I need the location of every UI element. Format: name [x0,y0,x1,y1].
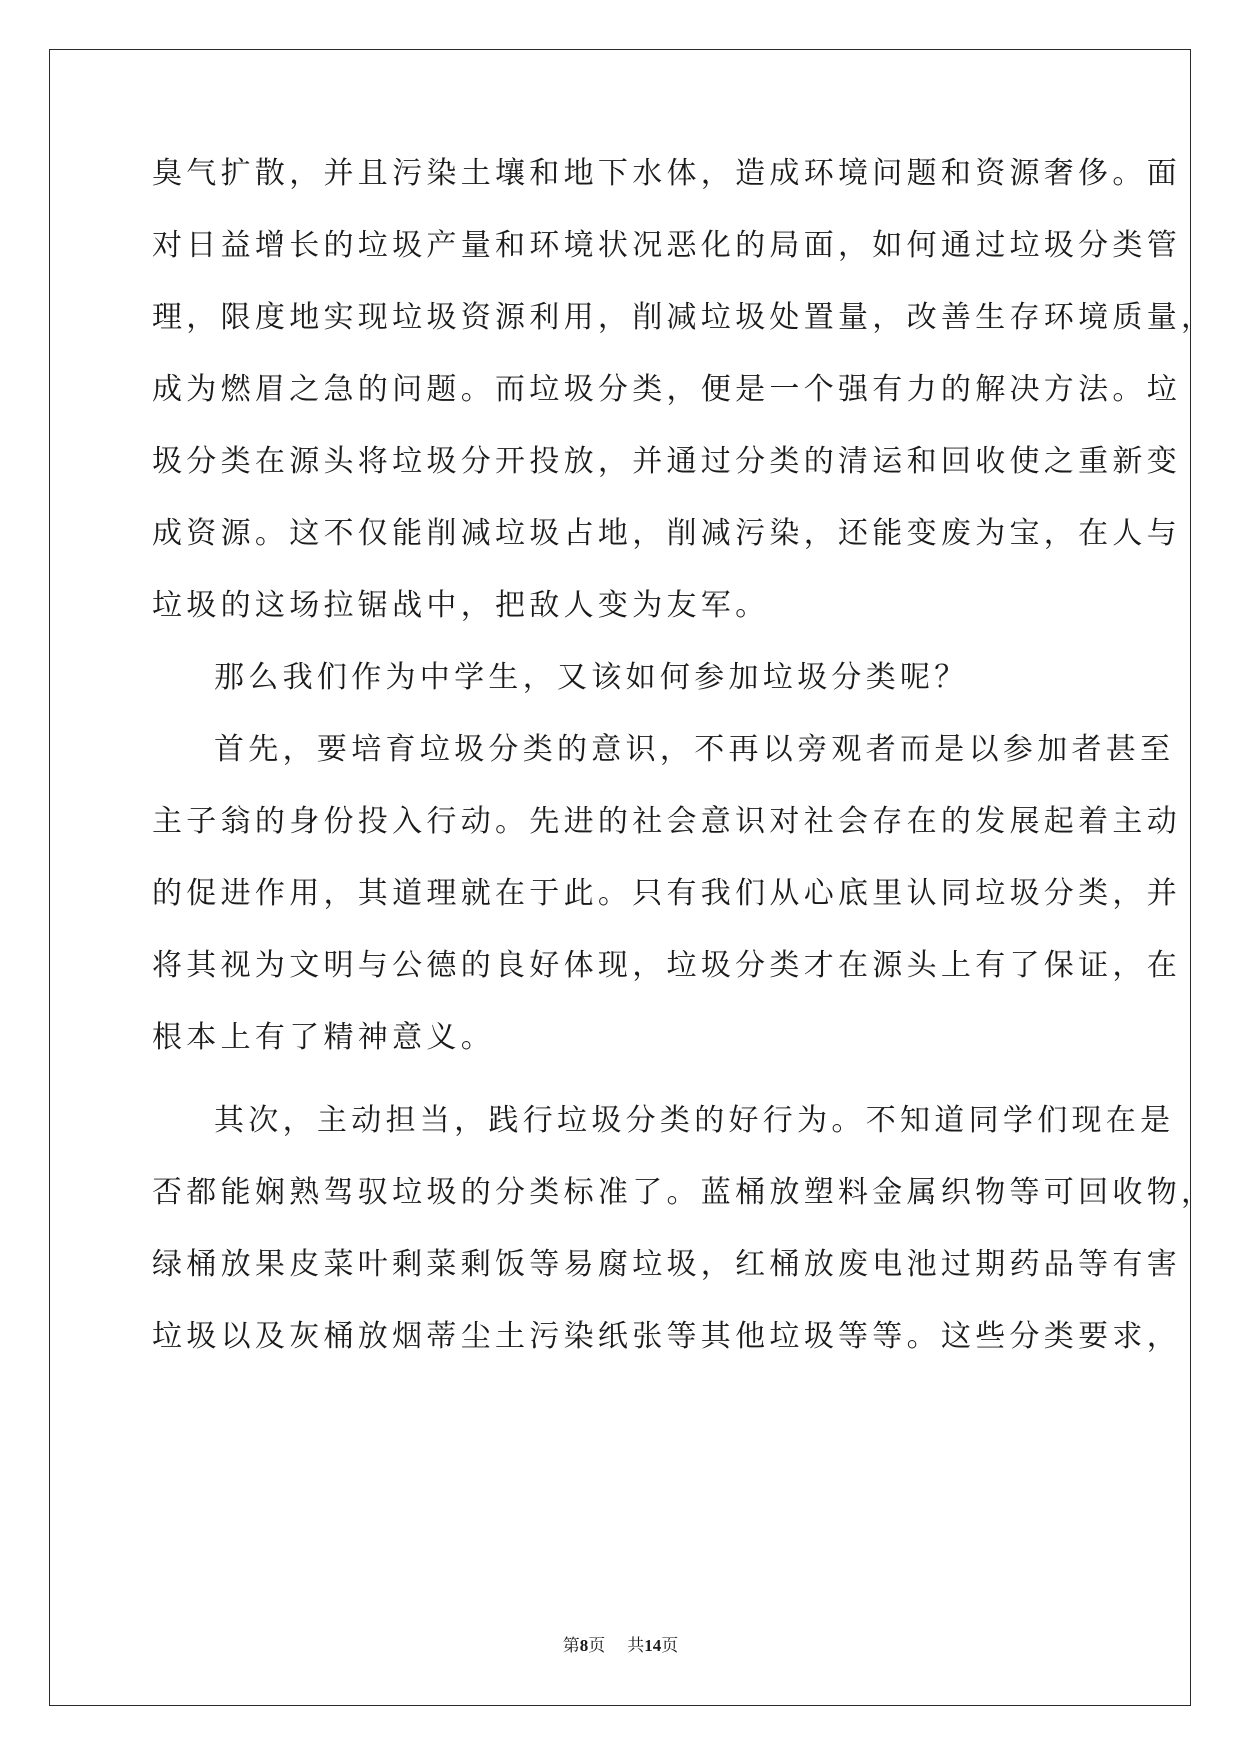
body-line-16: 绿桶放果皮菜叶剩菜剩饭等易腐垃圾，红桶放废电池过期药品等有害 [152,1247,1181,1282]
total-suffix: 页 [661,1636,679,1655]
body-line-14: 其次，主动担当，践行垃圾分类的好行为。不知道同学们现在是 [214,1103,1175,1138]
body-line-1: 臭气扩散，并且污染土壤和地下水体，造成环境问题和资源奢侈。面 [152,156,1181,191]
body-line-6: 成资源。这不仅能削减垃圾占地，削减污染，还能变废为宝，在人与 [152,516,1181,551]
body-line-8: 那么我们作为中学生，又该如何参加垃圾分类呢？ [214,660,969,695]
body-line-2: 对日益增长的垃圾产量和环境状况恶化的局面，如何通过垃圾分类管 [152,228,1181,263]
body-line-5: 圾分类在源头将垃圾分开投放，并通过分类的清运和回收使之重新变 [152,444,1181,479]
body-line-11: 的促进作用，其道理就在于此。只有我们从心底里认同垃圾分类，并 [152,876,1181,911]
body-line-4: 成为燃眉之急的问题。而垃圾分类，便是一个强有力的解决方法。垃 [152,372,1181,407]
body-line-15: 否都能娴熟驾驭垃圾的分类标准了。蓝桶放塑料金属织物等可回收物， [152,1175,1216,1210]
page-prefix: 第 [562,1636,580,1655]
page-footer [0,1631,1241,1656]
body-line-10: 主子翁的身份投入行动。先进的社会意识对社会存在的发展起着主动 [152,804,1181,839]
body-line-17: 垃圾以及灰桶放烟蒂尘土污染纸张等其他垃圾等等。这些分类要求， [152,1319,1181,1354]
total-prefix: 共 [627,1636,645,1655]
body-line-13: 根本上有了精神意义。 [152,1020,495,1055]
page-number: 8 [579,1636,589,1655]
body-line-9: 首先，要培育垃圾分类的意识，不再以旁观者而是以参加者甚至 [214,732,1175,767]
page-suffix: 页 [588,1636,606,1655]
total-pages: 14 [644,1636,662,1655]
body-line-7: 垃圾的这场拉锯战中，把敌人变为友军。 [152,588,770,623]
body-line-3: 理，限度地实现垃圾资源利用，削减垃圾处置量，改善生存环境质量， [152,300,1216,335]
body-line-12: 将其视为文明与公德的良好体现，垃圾分类才在源头上有了保证，在 [152,948,1181,983]
